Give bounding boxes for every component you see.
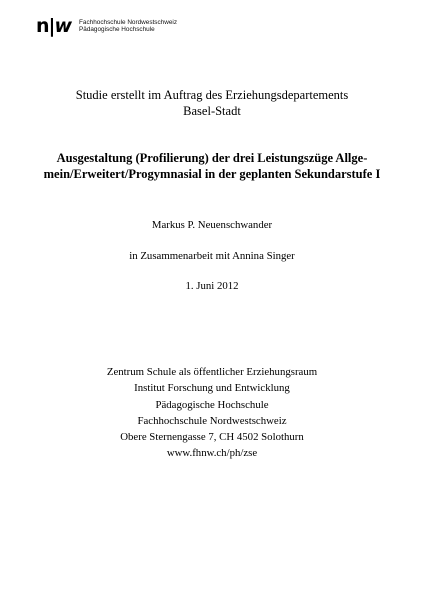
address-line: Fachhochschule Nordwestschweiz: [137, 414, 287, 427]
address-line: Institut Forschung und Entwicklung: [134, 382, 290, 395]
study-commission: [0, 88, 424, 119]
address-line: Pädagogische Hochschule: [155, 398, 269, 411]
address-block: [0, 364, 424, 462]
document-title: [0, 151, 424, 182]
website-url: www.fhnw.ch/ph/zse: [166, 447, 258, 460]
study-commission-line-1: Studie erstellt im Auftrag des Erziehungsdepartements: [75, 88, 349, 102]
document-title-line-2: mein/Erweitert/Progymnasial in der geplanten Sekundarstufe I: [43, 166, 381, 181]
logo-school-name: Pädagogische Hochschule: [79, 26, 155, 33]
address-line: Obere Sternengasse 7, CH 4502 Solothurn: [120, 431, 304, 444]
fhnw-logo-mark: n|w: [36, 15, 72, 37]
publication-date: 1. Juni 2012: [185, 280, 239, 292]
document-title-line-1: Ausgestaltung (Profilierung) der drei Leistungszüge Allge-: [56, 151, 368, 165]
institution-logo: [36, 15, 236, 37]
address-line: Zentrum Schule als öffentlicher Erziehungsraum: [106, 366, 318, 378]
study-commission-line-2: Basel-Stadt: [183, 103, 241, 118]
collaboration-note: in Zusammenarbeit mit Annina Singer: [129, 250, 295, 262]
logo-institution-name: Fachhochschule Nordwestschweiz: [79, 19, 178, 26]
author-name: Markus P. Neuenschwander: [151, 219, 273, 231]
